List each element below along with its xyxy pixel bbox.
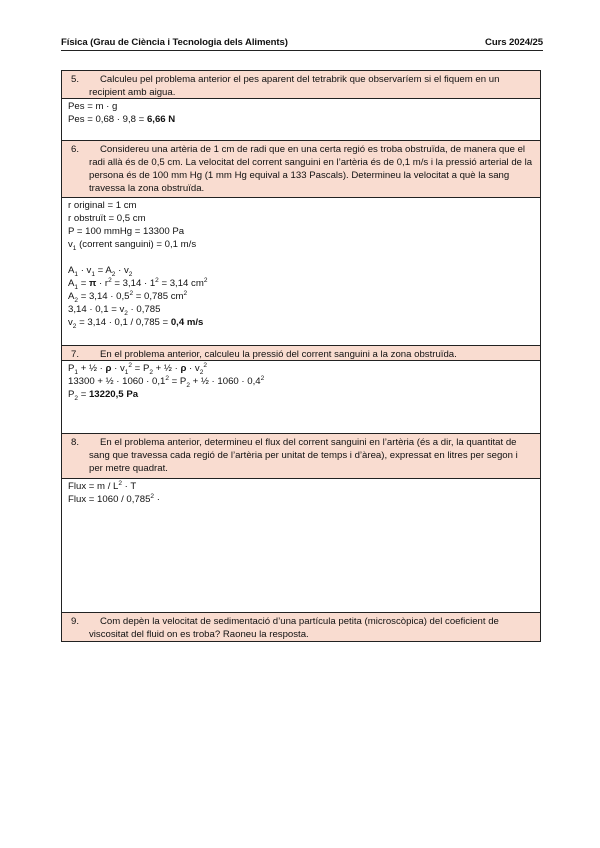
answer-line: r original = 1 cm	[68, 200, 137, 211]
answer-line: $A_2 = 3,14 \cdot 0,5^2 = 0,785$ $cm^2$	[68, 289, 188, 304]
answer-line: $3,14 \cdot 0,1 = v_2 \cdot 0,785$	[68, 304, 161, 317]
answer-6	[61, 197, 541, 346]
question-6	[61, 140, 541, 198]
question-text: Considereu una artèria de 1 cm de radi que en una certa regió es troba obstruïda, de manera que el radi allà és de 0,5 cm. La velocitat del corrent sanguini en l’artèria és de 0,1 m/s i la pressió arterial de la persona és de 100 mm Hg (1 mm Hg equival a 133 Pascals). Determineu la velocitat a què la sang travessa la zona obstruïda.	[89, 144, 533, 194]
answer-line: r obstruït = 0,5 cm	[68, 213, 146, 224]
answer-line: P = 100 mmHg = 13300 Pa	[68, 226, 185, 237]
answer-line: $A_1 = \pi \cdot r^2 = 3,14 \cdot 1^2 = 3,14$ $cm^2$	[68, 276, 208, 291]
question-9	[61, 612, 541, 642]
answer-line: $P_1$ + ½ · $\rho \cdot v_1^2 = P_2$ + ½ · $\rho \cdot v_2^2$	[68, 361, 207, 376]
answer-result: 6,66 N	[146, 114, 176, 125]
question-number: 8.	[71, 437, 80, 448]
question-number: 7.	[71, 349, 80, 360]
answer-5	[61, 98, 541, 141]
question-text: En el problema anterior, calculeu la pressió del corrent sanguini a la zona obstruïda.	[100, 349, 457, 360]
answer-line: $P_2 = 13220,5$ Pa	[68, 389, 139, 402]
answer-line: $v_2 = 3,14 \cdot 0,1 / 0,785 = 0,4$ m/s	[68, 317, 204, 330]
answer-result: 13220,5 Pa	[88, 389, 139, 400]
course-title: Física (Grau de Ciència i Tecnologia dels Aliments)	[61, 37, 288, 48]
question-number: 6.	[71, 144, 80, 155]
answer-line: Pes = m · g	[68, 101, 118, 112]
question-text: En el problema anterior, determineu el flux del corrent sanguini en l’artèria (és a dir, la quantitat de sang que travessa cada regió de l’artèria per unitat de temps i d’àrea), expressat en litres per segon i per metre quadrat.	[89, 437, 518, 474]
question-number: 9.	[71, 616, 80, 627]
question-number: 5.	[71, 74, 80, 85]
answer-line: 13300 + ½ · $1060 \cdot 0,1^2 = P_2$ + ½ · $1060 \cdot 0,4^2$	[68, 374, 265, 389]
answer-7	[61, 360, 541, 434]
question-text: Com depèn la velocitat de sedimentació d’una partícula petita (microscòpica) del coeficient de viscositat del fluid on es troba? Raoneu la resposta.	[89, 616, 499, 640]
answer-line: $v_1$ (corrent sanguini) = 0,1 m/s	[68, 239, 197, 252]
answer-line: Flux = $m / L^2 \cdot T$	[68, 479, 137, 492]
answer-8	[61, 478, 541, 613]
question-8	[61, 433, 541, 479]
question-text: Calculeu pel problema anterior el pes aparent del tetrabrik que observaríem si el fiquem en un recipient amb aigua.	[89, 74, 500, 98]
page-header	[61, 36, 543, 51]
answer-line: Pes = 0,68 · 9,8 = 6,66 N	[68, 114, 176, 125]
answer-result: 0,4 m/s	[170, 317, 204, 328]
answer-line: Flux = $1060 / 0,785^2$ ·	[68, 492, 160, 505]
question-7	[61, 345, 541, 361]
course-year: Curs 2024/25	[484, 37, 543, 48]
question-5	[61, 70, 541, 99]
answer-line: $A_1 \cdot v_1 = A_2 \cdot v_2$	[68, 265, 133, 278]
